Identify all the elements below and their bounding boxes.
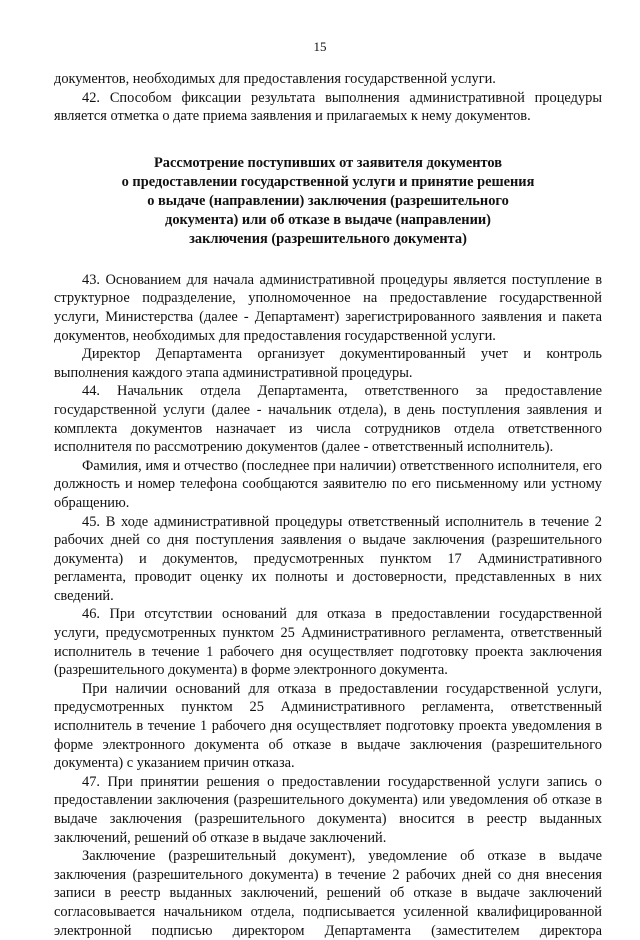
paragraph-44: 44. Начальник отдела Департамента, ответственного за предоставление государственной услуги (далее - начальник отдела), в день поступления заявления и комплекта документов назначает из числа сотрудников отдела ответственного исполнителя по рассмотрению документов (далее - ответственный исполнитель). — [54, 383, 602, 456]
paragraph-45: 45. В ходе административной процедуры ответственный исполнитель в течение 2 рабочих дней со дня поступления заявления о выдаче заключения (разрешительного документа) и документов, предусмотренных пунктом 17 Административного регламента, проводит оценку их полноты и достоверности, представленных в них сведений. — [54, 513, 602, 604]
paragraph-43-director: Директор Департамента организует документированный учет и контроль выполнения каждого этапа административной процедуры. — [54, 346, 602, 381]
paragraph-43: 43. Основанием для начала административной процедуры является поступление в структурное подразделение, уполномоченное на предоставление государственной услуги, Министерства (далее - Департамент) зарегистрированного заявления и пакета документов, необходимых для предоставления государственной услуги. — [54, 271, 602, 344]
document-body — [54, 70, 602, 940]
heading-line: заключения (разрешительного документа) — [189, 230, 467, 247]
heading-line: о предоставлении государственной услуги и принятие решения — [121, 173, 535, 190]
paragraph-44-contact: Фамилия, имя и отчество (последнее при наличии) ответственного исполнителя, его должность и номер телефона сообщаются заявителю по его письменному или устному обращению. — [54, 457, 602, 511]
paragraph-47: 47. При принятии решения о предоставлении государственной услуги запись о предоставлении заключения (разрешительного документа) или уведомления об отказе в выдаче заключения (разрешительного документа) вносится в реестр выданных заключений, решений об отказе в выдаче заключений. — [54, 773, 602, 846]
heading-line: документа) или об отказе в выдаче (направлении) — [165, 211, 491, 228]
heading-line: Рассмотрение поступивших от заявителя документов — [153, 154, 503, 171]
paragraph-46: 46. При отсутствии оснований для отказа в предоставлении государственной услуги, предусмотренных пунктом 25 Административного регламента, ответственный исполнитель в течение 1 рабочего дня осуществляет подготовку проекта заключения (разрешительного документа) в форме электронного документа. — [54, 606, 602, 679]
paragraph-continuation: документов, необходимых для предоставления государственной услуги. — [54, 71, 496, 87]
paragraph-46-refusal: При наличии оснований для отказа в предоставлении государственной услуги, предусмотренных пунктом 25 Административного регламента, ответственный исполнитель в течение 1 рабочего дня осуществляет подготовку проекта уведомления в форме электронного документа об отказе в выдаче заключения (разрешительного документа) с указанием причин отказа. — [54, 680, 602, 772]
page-number: 15 — [313, 39, 327, 54]
section-heading — [54, 154, 602, 249]
heading-line: о выдаче (направлении) заключения (разрешительного — [147, 192, 509, 209]
paragraph-42: 42. Способом фиксации результата выполнения административной процедуры является отметка о дате приема заявления и прилагаемых к нему документов. — [54, 89, 602, 125]
paragraph-47-conclusion: Заключение (разрешительный документ), уведомление об отказе в выдаче заключения (разрешительного документа) в течение 2 рабочих дней со дня внесения записи в реестр выданных заключений, решений об отказе в выдаче заключений согласовывается начальником отдела, подписывается усиленной квалифицированной электронной подписью директором Департамента (заместителем директора — [54, 848, 602, 939]
